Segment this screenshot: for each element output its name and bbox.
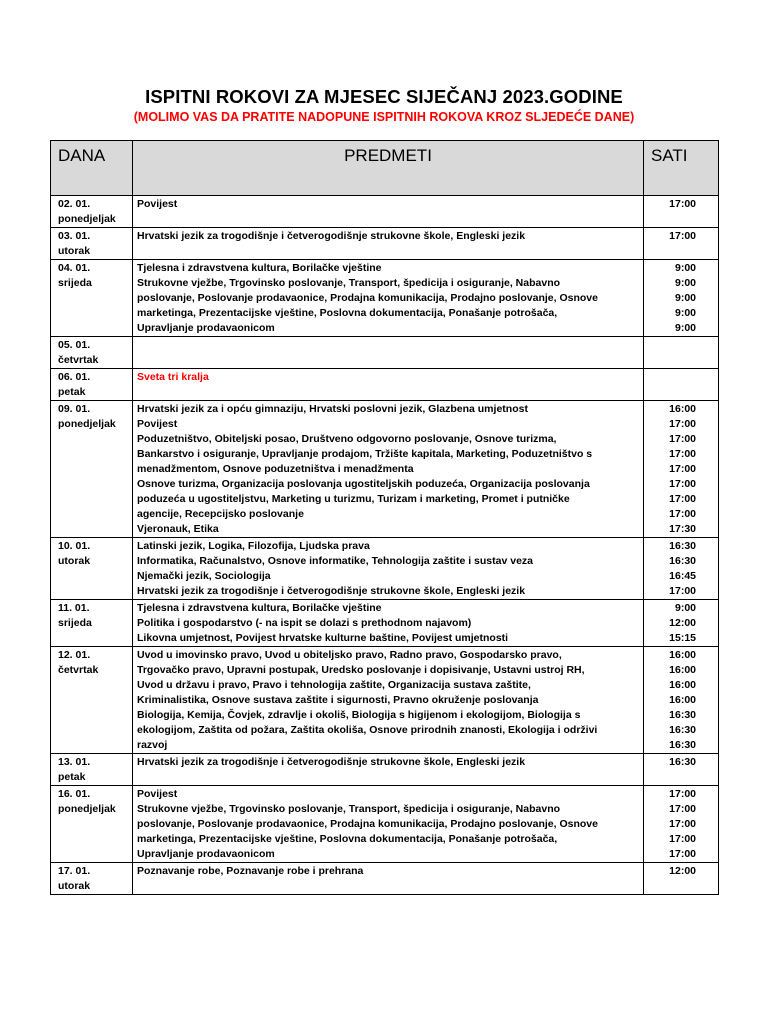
subject-line: Upravljanje prodavaonicom (137, 322, 275, 334)
time-value: 17:00 (669, 448, 696, 460)
table-row (51, 337, 719, 369)
subjects-cell (133, 337, 644, 369)
date-label: 09. 01. (58, 403, 91, 415)
time-value: 17:00 (669, 230, 696, 242)
date-cell (51, 337, 133, 369)
date-cell (51, 647, 133, 754)
subject-line: Upravljanje prodavaonicom (137, 848, 275, 860)
column-header-dana: DANA (51, 141, 133, 196)
weekday-label: četvrtak (58, 664, 99, 676)
weekday-label: utorak (58, 245, 91, 257)
date-label: 11. 01. (58, 602, 90, 614)
time-value: 17:00 (669, 433, 696, 445)
table-row (51, 647, 719, 754)
subject-line: Informatika, Računalstvo, Osnove informatike, Tehnologija zaštite i sustav veza (137, 555, 534, 567)
subject-line: razvoj (137, 739, 168, 751)
time-value: 16:30 (669, 555, 696, 567)
time-value: 9:00 (674, 277, 696, 289)
time-value: 17:00 (669, 418, 696, 430)
subject-line: Povijest (137, 198, 178, 210)
holiday-label: Sveta tri kralja (137, 371, 209, 383)
times-cell (644, 337, 719, 369)
date-label: 05. 01. (58, 339, 91, 351)
subject-line: Povijest (137, 788, 178, 800)
date-label: 10. 01. (58, 540, 91, 552)
weekday-label: ponedjeljak (58, 418, 116, 430)
time-value: 12:00 (669, 617, 696, 629)
weekday-label: petak (58, 771, 86, 783)
subject-line: poduzeća u ugostiteljstvu, Marketing u turizmu, Turizam i marketing, Promet i putničke (137, 493, 570, 505)
subject-line: Trgovačko pravo, Upravni postupak, Uredsko poslovanje i dopisivanje, Ustavni ustroj RH, (137, 664, 585, 676)
table-row (51, 228, 719, 260)
subjects-cell (133, 754, 644, 786)
times-cell (644, 369, 719, 401)
subjects-cell (133, 369, 644, 401)
table-row (51, 754, 719, 786)
time-value: 17:00 (669, 788, 696, 800)
time-value: 16:00 (669, 679, 696, 691)
date-label: 13. 01. (58, 756, 91, 768)
subject-line: Tjelesna i zdravstvena kultura, Borilačke vještine (137, 262, 382, 274)
time-value: 15:15 (669, 632, 696, 644)
subject-line: Bankarstvo i osiguranje, Upravljanje prodajom, Tržište kapitala, Marketing, Poduzetništvo s (137, 448, 593, 460)
time-value: 16:30 (669, 709, 696, 721)
subject-line: Politika i gospodarstvo (- na ispit se dolazi s prethodnom najavom) (137, 617, 472, 629)
time-value: 9:00 (674, 307, 696, 319)
weekday-label: ponedjeljak (58, 803, 116, 815)
time-value: 17:00 (669, 478, 696, 490)
date-cell (51, 600, 133, 647)
date-cell (51, 196, 133, 228)
table-header-row (51, 141, 719, 196)
date-cell (51, 863, 133, 895)
table-row (51, 786, 719, 863)
subject-line: marketinga, Prezentacijske vještine, Poslovna dokumentacija, Ponašanje potrošača, (137, 833, 558, 845)
weekday-label: srijeda (58, 617, 92, 629)
subject-line: Hrvatski jezik za trogodišnje i četverogodišnje strukovne škole, Engleski jezik (137, 756, 526, 768)
time-value: 16:30 (669, 756, 696, 768)
weekday-label: utorak (58, 555, 91, 567)
page-title: ISPITNI ROKOVI ZA MJESEC SIJEČANJ 2023.GODINE (145, 86, 623, 107)
time-value: 17:00 (669, 585, 696, 597)
table-row (51, 538, 719, 600)
date-cell (51, 401, 133, 538)
subject-line: Biologija, Kemija, Čovjek, zdravlje i okoliš, Biologija s higijenom i ekologijom, Biologija s (137, 709, 581, 721)
table-row (51, 369, 719, 401)
column-header-predmeti: PREDMETI (133, 141, 644, 196)
time-value: 17:00 (669, 493, 696, 505)
time-value: 17:00 (669, 848, 696, 860)
weekday-label: četvrtak (58, 354, 99, 366)
subjects-cell (133, 863, 644, 895)
time-value: 16:00 (669, 694, 696, 706)
weekday-label: petak (58, 386, 86, 398)
date-cell (51, 228, 133, 260)
time-value: 9:00 (674, 292, 696, 304)
subject-line: Strukovne vježbe, Trgovinsko poslovanje, Transport, špedicija i osiguranje, Nabavno (137, 803, 561, 815)
times-cell (644, 260, 719, 337)
time-value: 9:00 (674, 262, 696, 274)
subject-line: Osnove turizma, Organizacija poslovanja ugostiteljskih poduzeća, Organizacija poslovanja (137, 478, 590, 490)
subjects-cell (133, 196, 644, 228)
subjects-cell (133, 260, 644, 337)
subject-line: Latinski jezik, Logika, Filozofija, Ljudska prava (137, 540, 370, 552)
subject-line: Likovna umjetnost, Povijest hrvatske kulturne baštine, Povijest umjetnosti (137, 632, 509, 644)
subject-line: ekologijom, Zaštita od požara, Zaštita okoliša, Osnove prirodnih znanosti, Ekologija i održivi (137, 724, 598, 736)
time-value: 17:00 (669, 463, 696, 475)
times-cell (644, 863, 719, 895)
time-value: 16:00 (669, 664, 696, 676)
time-value: 17:00 (669, 198, 696, 210)
column-header-sati: SATI (644, 141, 719, 196)
subject-line: Vjeronauk, Etika (137, 523, 219, 535)
subject-line: Hrvatski jezik za i opću gimnaziju, Hrvatski poslovni jezik, Glazbena umjetnost (137, 403, 528, 415)
date-label: 12. 01. (58, 649, 91, 661)
times-cell (644, 401, 719, 538)
time-value: 16:00 (669, 403, 696, 415)
subjects-cell (133, 401, 644, 538)
subject-line: menadžmentom, Osnove poduzetništva i menadžmenta (137, 463, 414, 475)
table-row (51, 401, 719, 538)
times-cell (644, 754, 719, 786)
table-row (51, 196, 719, 228)
date-label: 17. 01. (58, 865, 91, 877)
time-value: 9:00 (674, 322, 696, 334)
subjects-cell (133, 538, 644, 600)
subject-line: Uvod u državu i pravo, Pravo i tehnologija zaštite, Organizacija sustava zaštite, (137, 679, 531, 691)
date-cell (51, 538, 133, 600)
exam-schedule-table (50, 140, 719, 895)
subject-line: poslovanje, Poslovanje prodavaonice, Prodajna komunikacija, Prodajno poslovanje, Osnove (137, 292, 598, 304)
time-value: 16:30 (669, 739, 696, 751)
table-row (51, 600, 719, 647)
subject-line: Hrvatski jezik za trogodišnje i četverogodišnje strukovne škole, Engleski jezik (137, 585, 526, 597)
page-subtitle: (MOLIMO VAS DA PRATITE NADOPUNE ISPITNIH ROKOVA KROZ SLJEDEĆE DANE) (133, 110, 635, 124)
times-cell (644, 228, 719, 260)
date-cell (51, 260, 133, 337)
time-value: 12:00 (669, 865, 696, 877)
date-label: 03. 01. (58, 230, 91, 242)
date-cell (51, 786, 133, 863)
date-label: 02. 01. (58, 198, 91, 210)
subjects-cell (133, 600, 644, 647)
date-cell (51, 754, 133, 786)
times-cell (644, 538, 719, 600)
subject-line: Tjelesna i zdravstvena kultura, Borilačke vještine (137, 602, 382, 614)
date-cell (51, 369, 133, 401)
weekday-label: srijeda (58, 277, 92, 289)
times-cell (644, 786, 719, 863)
time-value: 16:30 (669, 540, 696, 552)
time-value: 17:00 (669, 803, 696, 815)
time-value: 17:00 (669, 818, 696, 830)
subject-line: Hrvatski jezik za trogodišnje i četverogodišnje strukovne škole, Engleski jezik (137, 230, 526, 242)
subject-line: Uvod u imovinsko pravo, Uvod u obiteljsko pravo, Radno pravo, Gospodarsko pravo, (137, 649, 562, 661)
time-value: 16:00 (669, 649, 696, 661)
time-value: 16:45 (669, 570, 696, 582)
table-row (51, 863, 719, 895)
subject-line: Poznavanje robe, Poznavanje robe i prehrana (137, 865, 364, 877)
subject-line: Strukovne vježbe, Trgovinsko poslovanje, Transport, špedicija i osiguranje, Nabavno (137, 277, 561, 289)
subject-line: agencije, Recepcijsko poslovanje (137, 508, 304, 520)
table-row (51, 260, 719, 337)
subjects-cell (133, 228, 644, 260)
time-value: 17:30 (669, 523, 696, 535)
times-cell (644, 196, 719, 228)
subjects-cell (133, 786, 644, 863)
subjects-cell (133, 647, 644, 754)
time-value: 17:00 (669, 833, 696, 845)
subject-line: Njemački jezik, Sociologija (137, 570, 271, 582)
times-cell (644, 600, 719, 647)
subject-line: Povijest (137, 418, 178, 430)
time-value: 16:30 (669, 724, 696, 736)
subject-line: Kriminalistika, Osnove sustava zaštite i sigurnosti, Pravno okruženje poslovanja (137, 694, 539, 706)
weekday-label: utorak (58, 880, 91, 892)
date-label: 04. 01. (58, 262, 91, 274)
time-value: 9:00 (674, 602, 696, 614)
date-label: 06. 01. (58, 371, 91, 383)
subject-line: marketinga, Prezentacijske vještine, Poslovna dokumentacija, Ponašanje potrošača, (137, 307, 558, 319)
weekday-label: ponedjeljak (58, 213, 116, 225)
table-body (51, 196, 719, 895)
times-cell (644, 647, 719, 754)
time-value: 17:00 (669, 508, 696, 520)
subject-line: Poduzetništvo, Obiteljski posao, Društveno odgovorno poslovanje, Osnove turizma, (137, 433, 557, 445)
date-label: 16. 01. (58, 788, 91, 800)
subject-line: poslovanje, Poslovanje prodavaonice, Prodajna komunikacija, Prodajno poslovanje, Osnove (137, 818, 598, 830)
